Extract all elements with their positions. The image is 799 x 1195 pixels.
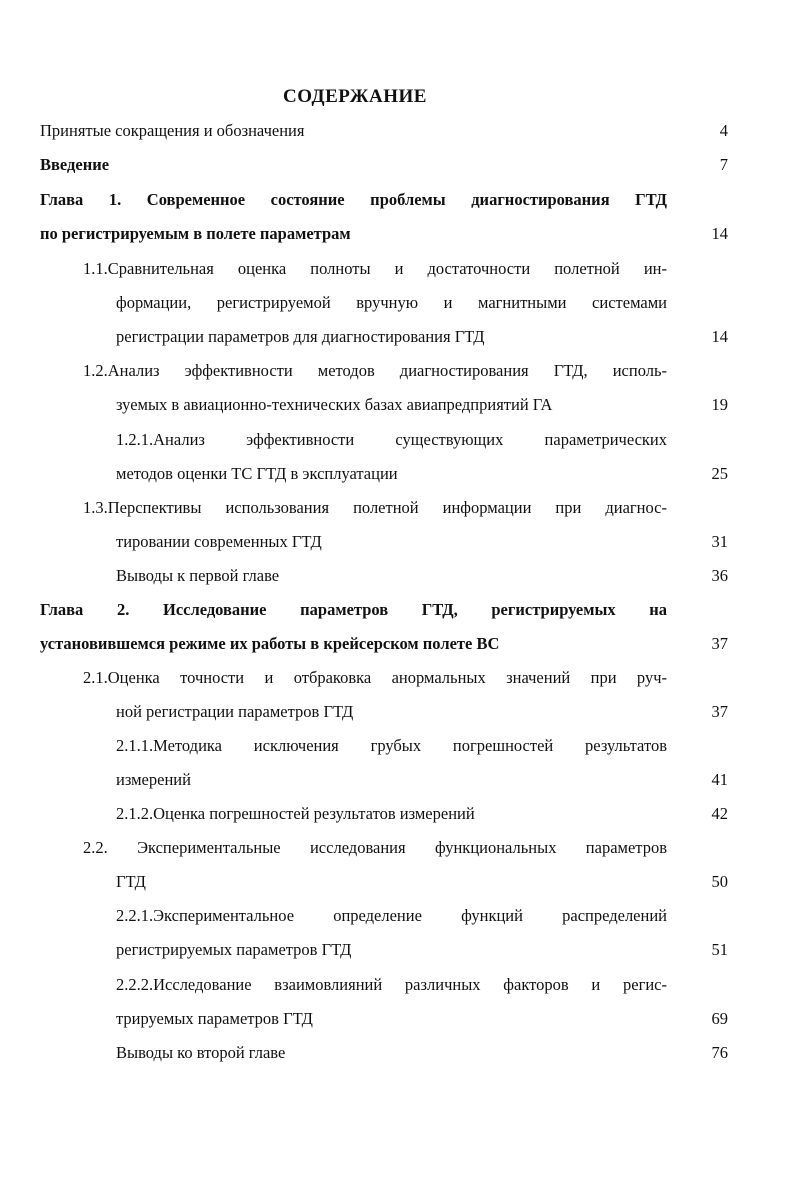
- toc-page-number: 37: [711, 634, 728, 653]
- toc-subsection-2-1-2: 2.1.2.Оценка погрешностей результатов измерений: [116, 804, 475, 823]
- toc-section-1-3-line-2: тировании современных ГТД: [116, 532, 322, 551]
- toc-page-number: 42: [711, 804, 728, 823]
- toc-section-2-1-line-2: ной регистрации параметров ГТД: [116, 702, 354, 721]
- toc-chapter-1-line-2: по регистрируемым в полете параметрам: [40, 224, 351, 243]
- toc-subsection-2-1-1-line-1: 2.1.1.Методика исключения грубых погрешностей результатов: [116, 736, 667, 755]
- toc-conclusions-chapter-1: Выводы к первой главе: [116, 566, 280, 585]
- toc-page-number: 25: [711, 464, 728, 483]
- toc-page-number: 50: [711, 872, 728, 891]
- toc-page-number: 69: [711, 1009, 728, 1028]
- toc-section-2-2-line-1: 2.2. Экспериментальные исследования функциональных параметров: [83, 838, 667, 857]
- toc-chapter-1-line-1: Глава 1. Современное состояние проблемы диагностирования ГТД: [40, 190, 667, 209]
- toc-section-1-1-line-3: регистрации параметров для диагностирования ГТД: [116, 327, 485, 346]
- toc-page-number: 36: [711, 566, 728, 585]
- toc-section-2-2-line-2: ГТД: [116, 872, 146, 891]
- toc-section-1-1-line-2: формации, регистрируемой вручную и магнитными системами: [116, 293, 667, 312]
- toc-section-1-3-line-1: 1.3.Перспективы использования полетной информации при диагнос-: [83, 498, 667, 517]
- toc-page-number: 14: [711, 224, 728, 243]
- toc-entry-introduction: Введение: [40, 155, 110, 174]
- toc-conclusions-chapter-2: Выводы ко второй главе: [116, 1043, 286, 1062]
- toc-subsection-2-2-2-line-2: трируемых параметров ГТД: [116, 1009, 313, 1028]
- toc-chapter-2-line-1: Глава 2. Исследование параметров ГТД, регистрируемых на: [40, 600, 667, 619]
- toc-section-1-2-line-2: зуемых в авиационно-технических базах авиапредприятий ГА: [116, 395, 553, 414]
- toc-section-2-1-line-1: 2.1.Оценка точности и отбраковка анормальных значений при руч-: [83, 668, 667, 687]
- toc-page-number: 41: [711, 770, 728, 789]
- toc-chapter-2-line-2: установившемся режиме их работы в крейсерском полете ВС: [40, 634, 500, 653]
- toc-title: СОДЕРЖАНИЕ: [283, 86, 427, 107]
- toc-page-number: 76: [711, 1043, 728, 1062]
- toc-subsection-2-1-1-line-2: измерений: [116, 770, 191, 789]
- toc-section-1-1-line-1: 1.1.Сравнительная оценка полноты и достаточности полетной ин-: [83, 259, 667, 278]
- toc-subsection-2-2-2-line-1: 2.2.2.Исследование взаимовлияний различных факторов и регис-: [116, 975, 667, 994]
- toc-subsection-2-2-1-line-2: регистрируемых параметров ГТД: [116, 940, 352, 959]
- toc-page-number: 7: [719, 155, 728, 174]
- toc-page-number: 19: [711, 395, 728, 414]
- toc-page-number: 51: [711, 940, 728, 959]
- toc-page-number: 31: [711, 532, 728, 551]
- toc-page-number: 37: [711, 702, 728, 721]
- toc-page-number: 4: [719, 121, 728, 140]
- toc-subsection-1-2-1-line-2: методов оценки ТС ГТД в эксплуатации: [116, 464, 398, 483]
- toc-subsection-2-2-1-line-1: 2.2.1.Экспериментальное определение функций распределений: [116, 906, 667, 925]
- toc-section-1-2-line-1: 1.2.Анализ эффективности методов диагностирования ГТД, исполь-: [83, 361, 667, 380]
- toc-entry-abbreviations: Принятые сокращения и обозначения: [40, 121, 305, 140]
- toc-page-number: 14: [711, 327, 728, 346]
- toc-subsection-1-2-1-line-1: 1.2.1.Анализ эффективности существующих параметрических: [116, 430, 667, 449]
